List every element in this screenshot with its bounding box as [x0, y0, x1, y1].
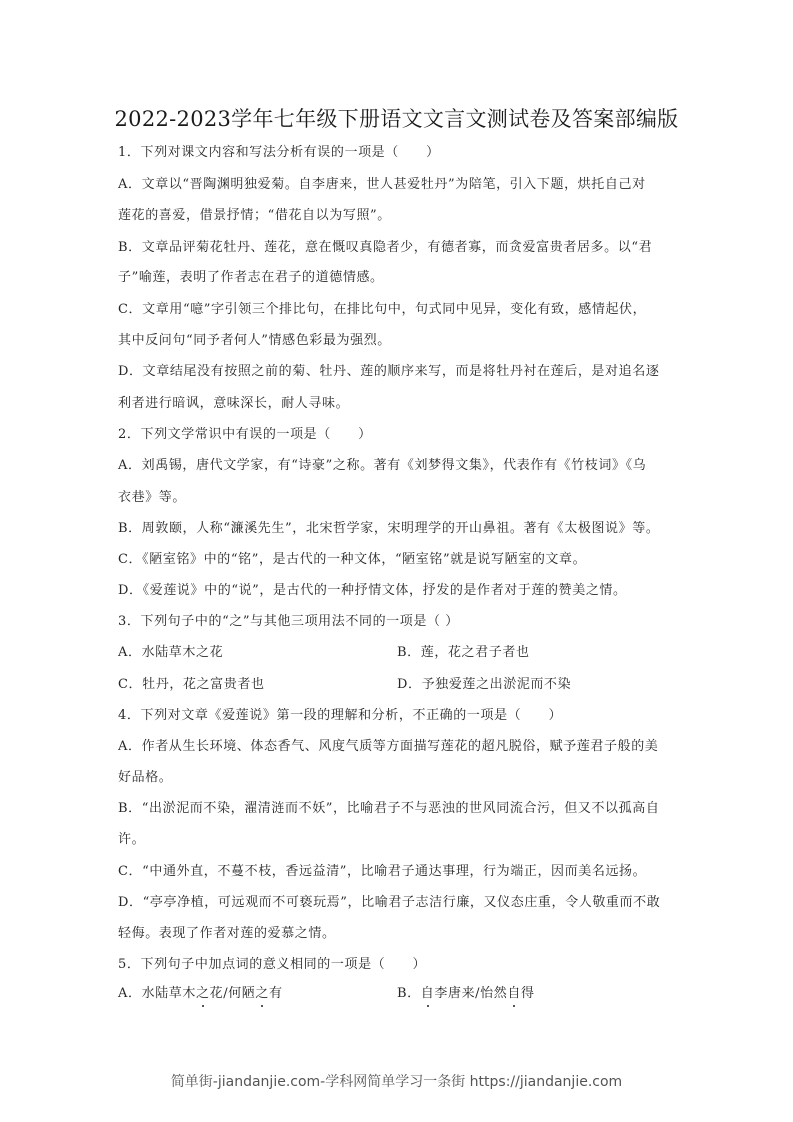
q3-option-d: D．予独爱莲之出淤泥而不染 [397, 677, 572, 692]
q4-option-d-line1: D．“亭亭净植，可远观而不可亵玩焉”，比喻君子志洁行廉，又仪态庄重，令人敬重而不敢 [118, 895, 661, 910]
q5-b-text-1: B． [397, 986, 421, 1001]
q5-a-text-3: 有 [269, 986, 283, 1001]
q2-option-c: C．《陋室铭》中的“铭”，是古代的一种文体，“陋室铭”就是说写陋室的文章。 [118, 552, 587, 567]
q1-option-a-line1: A．文章以“晋陶渊明独爱菊。自李唐来，世人甚爱牡丹”为陪笔，引入下题，烘托自己对 [118, 177, 646, 192]
footer-watermark: 简单街-jiandanjie.com-学科网简单学习一条街 https://jiandanjie.com [170, 1074, 623, 1090]
q2-option-a-line2: 衣巷》等。 [118, 490, 187, 505]
q5-option-b [397, 986, 535, 1002]
q5-b-text-2: 李唐来/怡然 [434, 986, 508, 1001]
q5-b-emphasis-2: 自 [507, 986, 521, 1001]
q5-a-emphasis-1: 之 [196, 986, 210, 1001]
q5-a-text-2: 花/何陋 [209, 986, 256, 1001]
q4-option-a-line2: 好品格。 [118, 770, 173, 785]
q5-option-a [118, 986, 283, 1002]
q1-option-d-line1: D．文章结尾没有按照之前的菊、牡丹、莲的顺序来写，而是将牡丹衬在莲后，是对追名逐 [118, 364, 660, 379]
q1-option-d-line2: 利者进行暗讽，意味深长，耐人寻味。 [118, 396, 350, 411]
q2-option-d: D．《爱莲说》中的“说”，是古代的一种抒情文体，抒发的是作者对于莲的赞美之情。 [118, 583, 627, 598]
q4-option-b-line2: 许。 [118, 832, 146, 847]
q5-a-emphasis-2: 之 [255, 986, 269, 1001]
q1-option-b-line1: B．文章品评菊花牡丹、莲花，意在慨叹真隐者少，有德者寡，而贪爱富贵者居多。以“君 [118, 240, 653, 255]
question-1-stem: 1．下列对课文内容和写法分析有误的一项是（ ） [118, 145, 440, 160]
q3-option-a: A．水陆草木之花 [118, 645, 224, 660]
question-3-stem: 3．下列句子中的“之”与其他三项用法不同的一项是（ ） [118, 614, 459, 629]
q4-option-b-line1: B．“出淤泥而不染，濯清涟而不妖”，比喻君子不与恶浊的世风同流合污，但又不以孤高自 [118, 801, 660, 816]
q1-option-c-line1: C．文章用“噫”字引领三个排比句，在排比句中，句式同中见异，变化有致，感情起伏， [118, 302, 647, 317]
q4-option-a-line1: A．作者从生长环境、体态香气、风度气质等方面描写莲花的超凡脱俗，赋予莲君子般的美 [118, 739, 659, 754]
q1-option-c-line2: 其中反问句“同予者何人”情感色彩最为强烈。 [118, 333, 391, 348]
question-2-stem: 2．下列文学常识中有误的一项是（ ） [118, 427, 372, 442]
q2-option-b: B．周敦颐，人称“濂溪先生”，北宋哲学家，宋明理学的开山鼻祖。著有《太极图说》等。 [118, 521, 660, 536]
q4-option-c: C．“中通外直，不蔓不枝，香远益清”，比喻君子通达事理，行为端正，因而美名远扬。 [118, 864, 647, 879]
q2-option-a-line1: A．刘禹锡，唐代文学家，有“诗豪”之称。著有《刘梦得文集》，代表作有《竹枝词》《乌 [118, 458, 647, 473]
question-4-stem: 4．下列对文章《爱莲说》第一段的理解和分析，不正确的一项是（ ） [118, 708, 563, 723]
question-5-stem: 5．下列句子中加点词的意义相同的一项是（ ） [118, 957, 427, 972]
q5-a-text-1: A．水陆草木 [118, 986, 196, 1001]
q3-option-c: C．牡丹，花之富贵者也 [118, 677, 265, 692]
q3-option-b: B．莲，花之君子者也 [397, 645, 530, 660]
q1-option-b-line2: 子”喻莲，表明了作者志在君子的道德情感。 [118, 270, 384, 285]
document-title: 2022-2023学年七年级下册语文文言文测试卷及答案部编版 [114, 107, 679, 131]
q5-b-emphasis-1: 自 [420, 986, 435, 1001]
q5-b-text-3: 得 [520, 986, 535, 1001]
q4-option-d-line2: 轻侮。表现了作者对莲的爱慕之情。 [118, 926, 336, 941]
q1-option-a-line2: 莲花的喜爱，借景抒情；“借花自以为写照”。 [118, 208, 391, 223]
